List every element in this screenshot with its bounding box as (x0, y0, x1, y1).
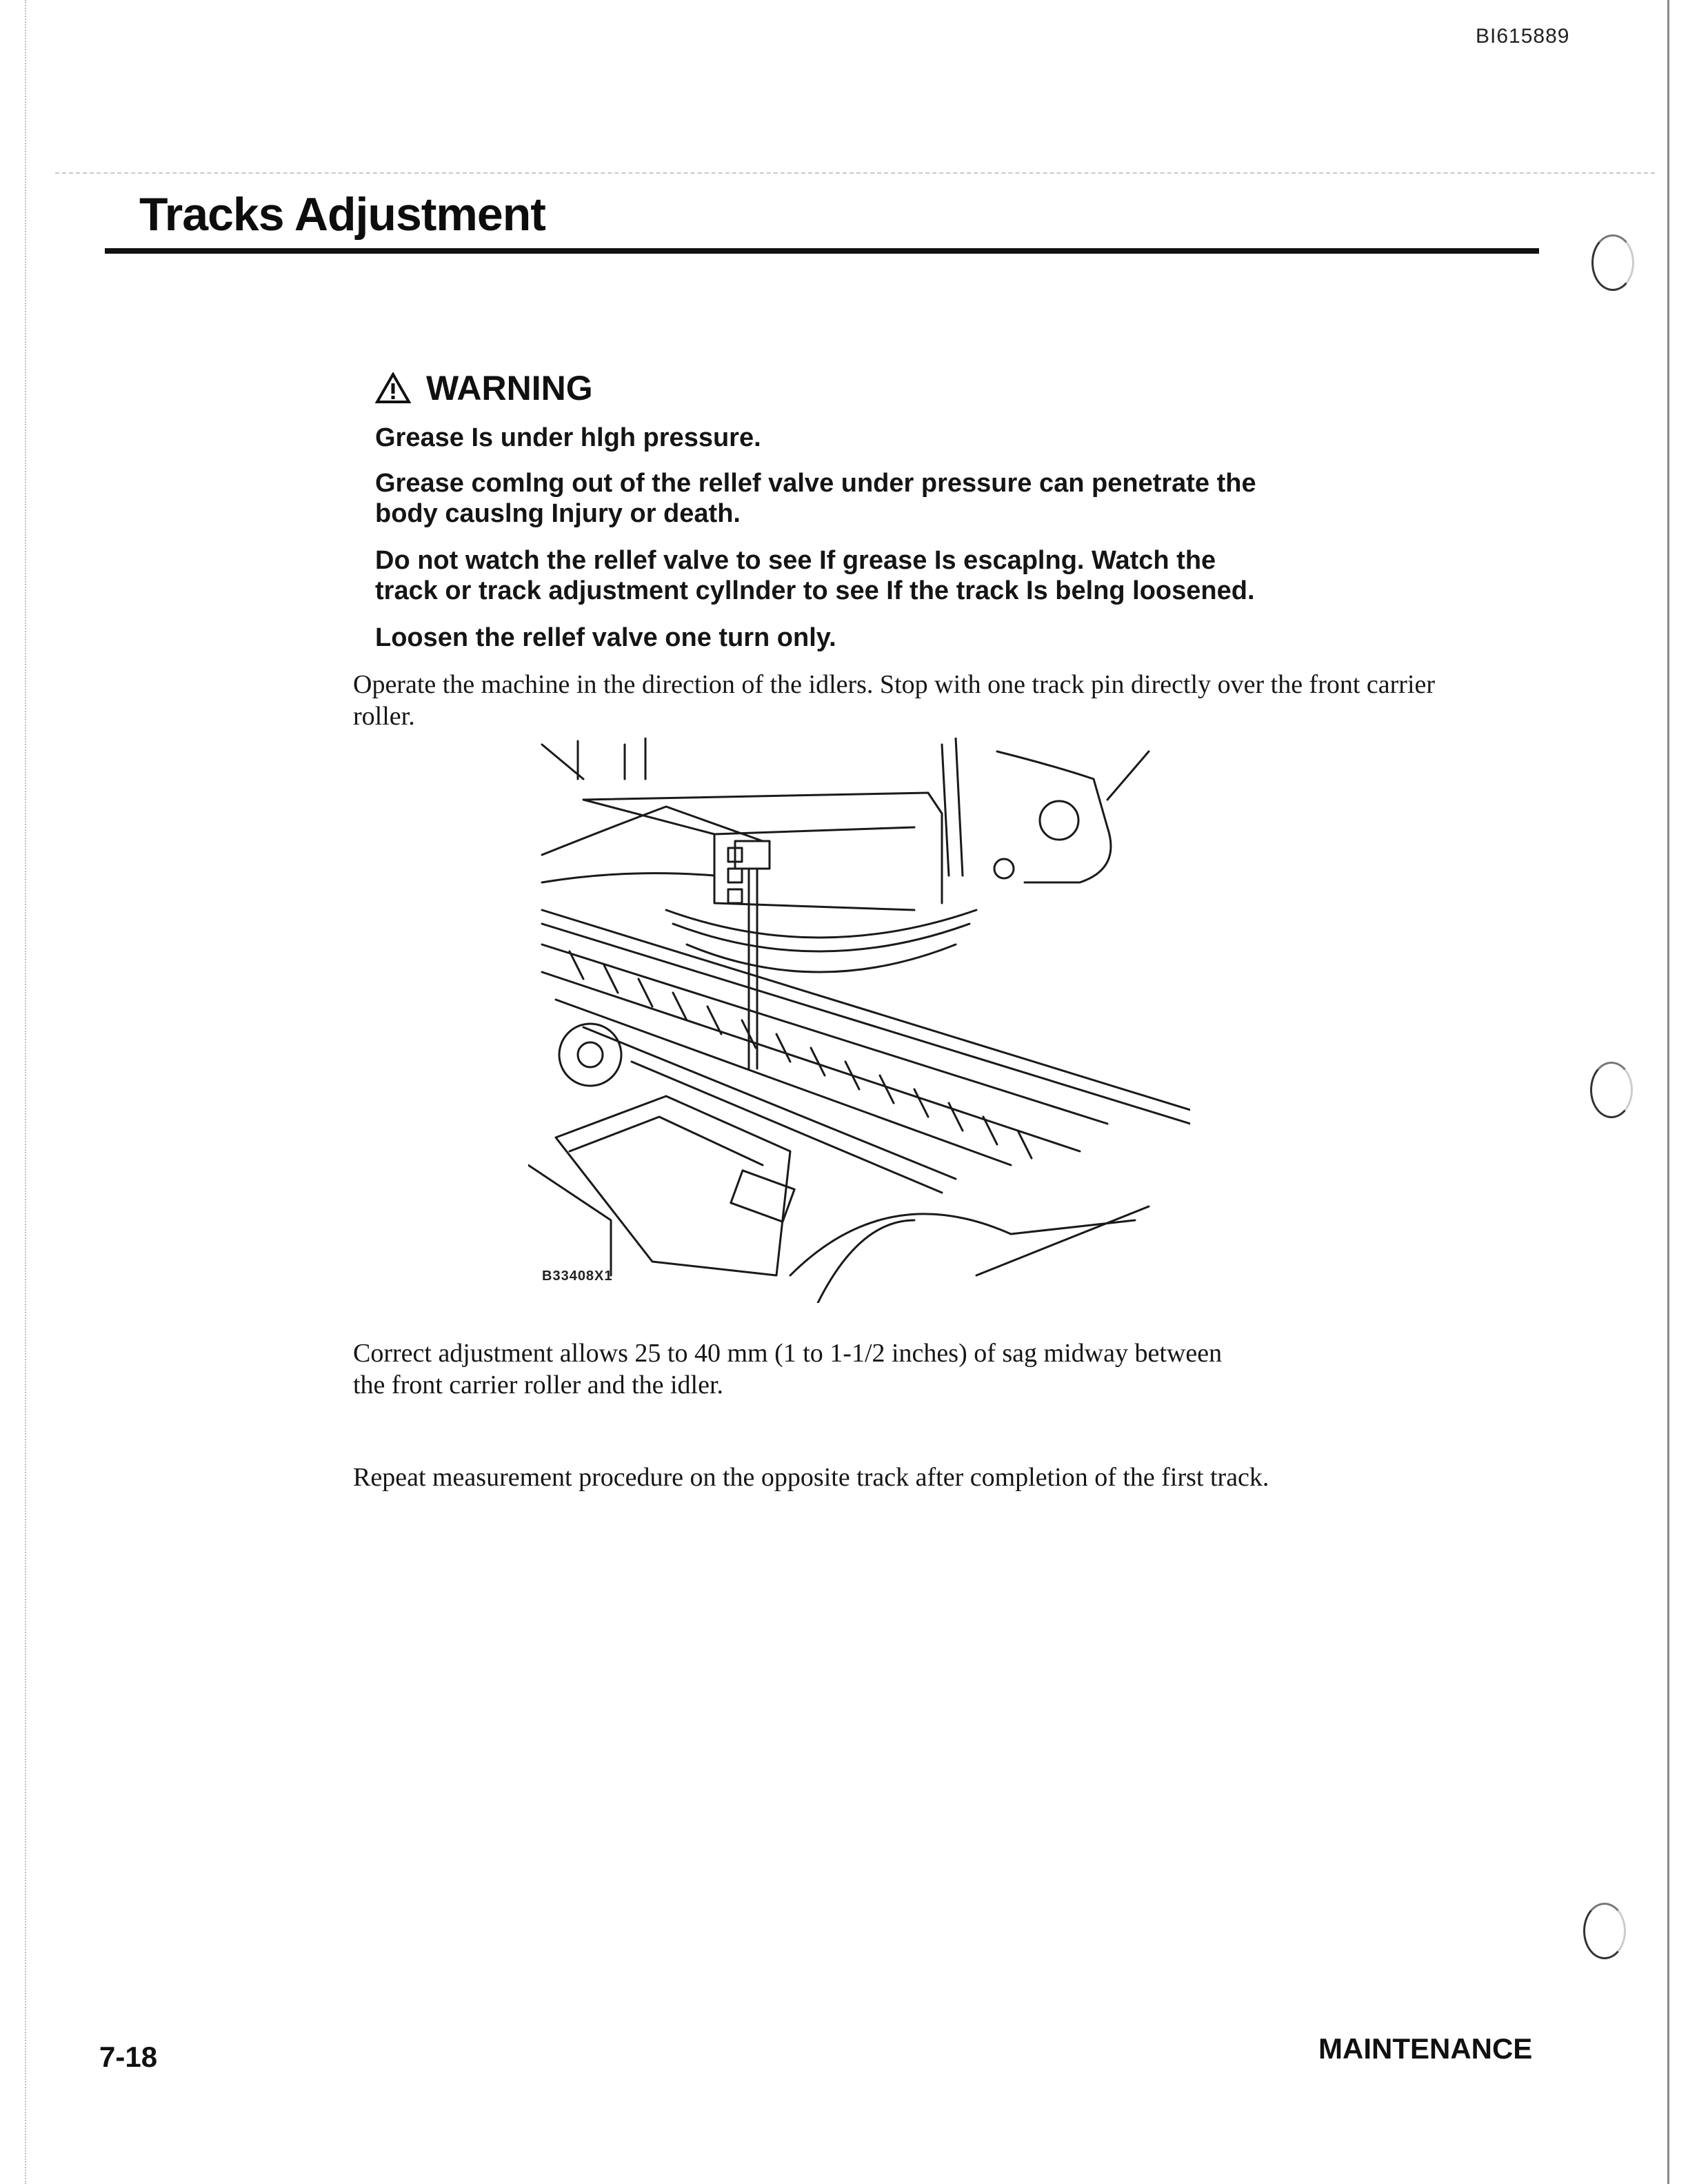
section-name: MAINTENANCE (1318, 2032, 1533, 2065)
warning-heading (375, 368, 593, 408)
warning-triangle-icon (375, 372, 411, 404)
adjustment-paragraph: the front carrier roller and the idler. (353, 1371, 724, 1399)
punch-hole-icon (1590, 1062, 1633, 1118)
warning-label: WARNING (426, 369, 593, 407)
adjustment-paragraph: Correct adjustment allows 25 to 40 mm (1 to 1-1/2 inches) of sag midway between (353, 1339, 1223, 1368)
document-id: BI615889 (1476, 25, 1570, 48)
warning-line: Loosen the rellef valve one turn only. (375, 623, 836, 652)
warning-line: Grease comlng out of the rellef valve under pressure can penetrate the (375, 469, 1256, 498)
track-sag-illustration (528, 738, 1190, 1303)
punch-hole-icon (1583, 1903, 1626, 1959)
page-title: Tracks Adjustment (139, 188, 545, 241)
punch-hole-icon (1591, 234, 1634, 291)
warning-line: Do not watch the rellef valve to see If grease Is escaplng. Watch the (375, 546, 1216, 575)
warning-line: Grease Is under hlgh pressure. (375, 423, 761, 452)
page-number: 7-18 (99, 2041, 158, 2073)
scan-left-edge (25, 0, 26, 2184)
repeat-paragraph: Repeat measurement procedure on the opposite track after completion of the first track. (353, 1463, 1269, 1492)
title-underline (105, 248, 1539, 254)
instruction-paragraph: roller. (353, 702, 415, 731)
scan-right-edge (1667, 0, 1669, 2184)
warning-line: track or track adjustment cyllnder to see If the track Is belng loosened. (375, 576, 1255, 605)
instruction-paragraph: Operate the machine in the direction of the idlers. Stop with one track pin directly over the front carrier (353, 670, 1436, 699)
scan-artifact-line (55, 172, 1655, 174)
warning-line: body causlng Injury or death. (375, 499, 741, 528)
figure-label: B33408X1 (542, 1268, 613, 1284)
